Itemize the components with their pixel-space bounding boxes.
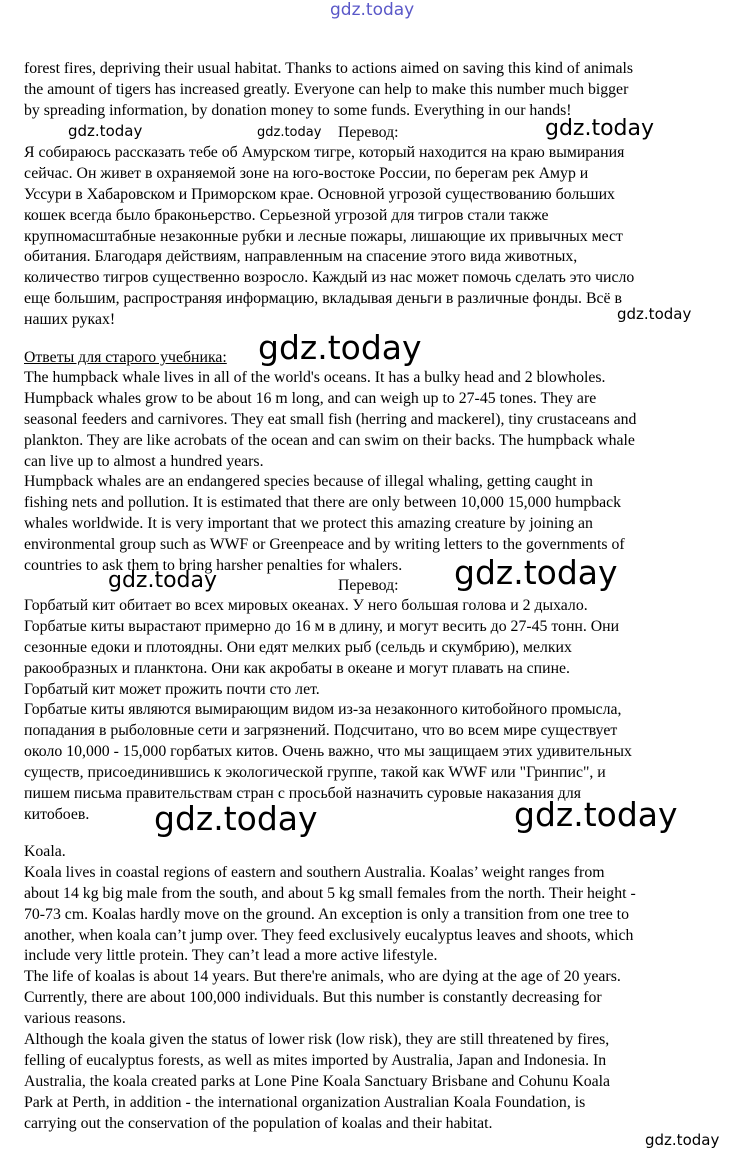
text-line: попадания в рыболовные сети и загрязнений. Подсчитано, что во всем мире существует (24, 722, 618, 740)
old-textbook-heading: Ответы для старого учебника: (24, 349, 227, 366)
humpback-russian-text (24, 596, 730, 826)
text-line: Горбатые киты являются вымирающим видом из-за незаконного китобойного промысла, (24, 701, 622, 719)
text-line: about 14 kg big male from the south, and about 5 kg small females from the north. Their height - (24, 884, 636, 902)
watermark: gdz.today (258, 328, 422, 367)
text-line: Уссури в Хабаровском и Приморском крае. Основной угрозой существованию больших (24, 185, 615, 203)
text-line: include very little protein. They can’t lead a more active lifestyle. (24, 947, 438, 965)
text-line: carrying out the conservation of the population of koalas and their habitat. (24, 1114, 493, 1132)
text-line: Koala lives in coastal regions of eastern and southern Australia. Koalas’ weight ranges from (24, 863, 605, 881)
translation-label: Перевод: (338, 577, 399, 594)
text-line: ракообразных и планктона. Они как акробаты в океане и могут плавать на спине. (24, 659, 570, 677)
text-line: наших руках! (24, 311, 116, 329)
watermark: gdz.today (545, 116, 655, 141)
text-line: Humpback whales grow to be about 16 m long, and can weigh up to 27-45 tones. They are (24, 389, 597, 407)
watermark: gdz.today (108, 568, 218, 593)
text-line: крупномасштабные незаконные рубки и лесные пожары, лишающие их привычных мест (24, 227, 623, 245)
text-line: felling of eucalyptus forests, as well as mites imported by Australia, Japan and Indonesia. In (24, 1051, 607, 1069)
text-line: The life of koalas is about 14 years. But there're animals, who are dying at the age of 20 years. (24, 968, 621, 986)
watermark: gdz.today (454, 553, 618, 592)
watermark: gdz.today (154, 799, 318, 838)
text-line: another, when koala can’t jump over. They feed exclusively eucalyptus leaves and shoots, which (24, 926, 634, 944)
text-line: by spreading information, by donation money to some funds. Everything in our hands! (24, 101, 572, 119)
text-line: seasonal feeders and carnivores. They eat small fish (herring and mackerel), tiny crustaceans and (24, 410, 637, 428)
koala-english-text (24, 842, 730, 1134)
text-line: Koala. (24, 843, 66, 860)
text-line: the amount of tigers has increased greatly. Everyone can help to make this number much bigger (24, 80, 629, 98)
text-line: Горбатые киты вырастают примерно до 16 м в длину, и могут весить до 27-45 тонн. Они (24, 617, 620, 635)
text-line: сезонные едоки и плотоядны. Они едят мелких рыб (сельдь и скумбрию), мелких (24, 638, 572, 656)
text-line: Я собираюсь рассказать тебе об Амурском тигре, который находится на краю вымирания (24, 144, 625, 161)
text-line: существ, присоединившись к экологической группе, такой как WWF или "Гринпис", и (24, 764, 606, 782)
text-line: whales worldwide. It is very important that we protect this amazing creature by joining an (24, 515, 593, 533)
tiger-english-text (24, 59, 730, 122)
text-line: various reasons. (24, 1010, 126, 1028)
text-line: пишем письма правительствам стран с просьбой назначить суровые наказания для (24, 785, 581, 803)
text-line: китобоев. (24, 805, 90, 823)
text-line: Горбатый кит может прожить почти сто лет. (24, 680, 320, 698)
watermark: gdz.today (257, 125, 322, 140)
text-line: Humpback whales are an endangered species because of illegal whaling, getting caught in (24, 473, 593, 491)
watermark: gdz.today (68, 122, 143, 140)
text-line: еще большим, распространяя информацию, вкладывая деньги в различные фонды. Всё в (24, 290, 622, 308)
text-line: The humpback whale lives in all of the world's oceans. It has a bulky head and 2 blowholes. (24, 369, 606, 386)
translation-label: Перевод: (338, 124, 399, 141)
text-line: около 10,000 - 15,000 горбатых китов. Очень важно, что мы защищаем этих удивительных (24, 743, 632, 761)
text-line: plankton. They are like acrobats of the ocean and can swim on their backs. The humpback whale (24, 431, 635, 449)
text-line: environmental group such as WWF or Greenpeace and by writing letters to the governments of (24, 536, 625, 554)
text-line: сейчас. Он живет в охраняемой зоне на юго-востоке России, по берегам рек Амур и (24, 164, 589, 182)
text-line: fishing nets and pollution. It is estimated that there are only between 10,000 15,000 humpback (24, 494, 622, 512)
text-line: кошек всегда было браконьерство. Серьезной угрозой для тигров стали также (24, 206, 549, 224)
watermark-top[interactable]: gdz.today (330, 0, 415, 20)
humpback-english-text (24, 368, 730, 577)
text-line: Although the koala given the status of lower risk (low risk), they are still threatened by fires, (24, 1031, 610, 1049)
tiger-russian-text (24, 143, 730, 331)
text-line: Park at Perth, in addition - the international organization Australian Koala Foundation, is (24, 1093, 586, 1111)
text-line: can live up to almost a hundred years. (24, 452, 264, 470)
watermark: gdz.today (617, 305, 692, 323)
text-line: 70-73 cm. Koalas hardly move on the ground. An exception is only a transition from one tree to (24, 905, 629, 923)
text-line: forest fires, depriving their usual habitat. Thanks to actions aimed on saving this kind of animals (24, 60, 634, 77)
watermark: gdz.today (645, 1131, 720, 1149)
text-line: обитания. Благодаря действиям, направленным на спасение этого вида животных, (24, 248, 578, 266)
text-line: countries to ask them to bring harsher penalties for whalers. (24, 557, 403, 575)
text-line: Australia, the koala created parks at Lone Pine Koala Sanctuary Brisbane and Cohunu Koala (24, 1072, 611, 1090)
text-line: Горбатый кит обитает во всех мировых океанах. У него большая голова и 2 дыхало. (24, 597, 588, 614)
text-line: количество тигров существенно возросло. Каждый из нас может помочь сделать это число (24, 269, 635, 287)
watermark: gdz.today (514, 795, 678, 834)
text-line: Currently, there are about 100,000 individuals. But this number is constantly decreasing for (24, 989, 602, 1007)
